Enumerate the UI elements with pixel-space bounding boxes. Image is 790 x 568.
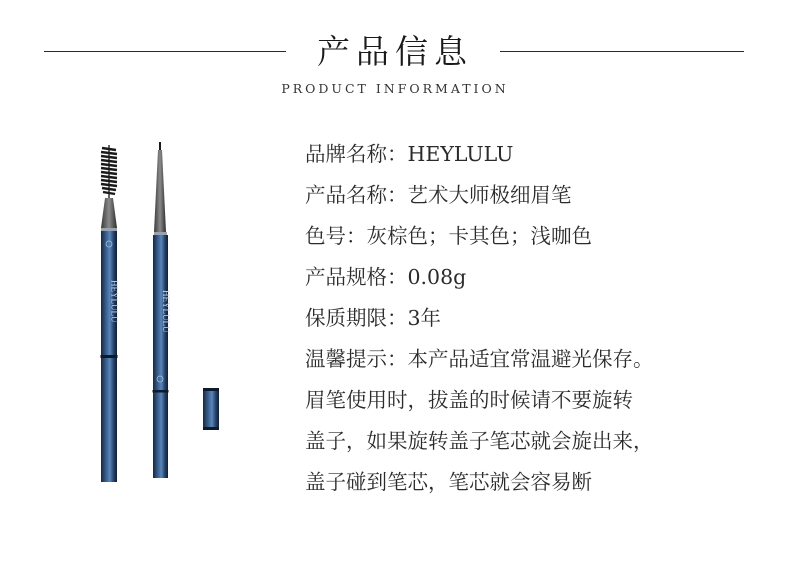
info-value: 3年 — [407, 306, 442, 330]
pencil-brand-text: HEYLULU — [161, 290, 171, 333]
tips-line: 盖子，如果旋转盖子笔芯就会旋出来， — [305, 429, 654, 453]
info-value: 灰棕色；卡其色；浅咖色 — [366, 224, 592, 248]
info-label: 产品名称 — [305, 183, 387, 207]
info-label: 保质期限 — [305, 306, 387, 330]
info-row-shelf-life — [305, 298, 775, 339]
info-label: 产品规格 — [305, 265, 387, 289]
info-row-shade — [305, 216, 775, 257]
info-separator: ： — [387, 347, 408, 371]
pencil-spoolie — [101, 145, 120, 482]
page-title: 产品信息 — [317, 32, 473, 71]
tips-line: 本产品适宜常温避光保存。 — [407, 347, 654, 371]
info-value: 艺术大师极细眉笔 — [407, 183, 572, 207]
pencil-brand-text: HEYLULU — [109, 280, 120, 323]
info-separator: ： — [387, 142, 408, 166]
info-value: HEYLULU — [407, 142, 514, 166]
info-row-tips — [305, 339, 775, 380]
eyebrow-pencil-image — [90, 140, 240, 490]
spoolie-brush-icon — [101, 145, 117, 198]
page-subtitle: PRODUCT INFORMATION — [281, 81, 509, 96]
product-info — [305, 134, 775, 503]
pencil-fine-tip — [153, 142, 172, 478]
pencil-cap — [203, 388, 219, 430]
info-separator: ： — [387, 265, 408, 289]
tips-label: 温馨提示 — [305, 347, 387, 371]
info-value: 0.08g — [407, 265, 467, 289]
info-row-spec — [305, 257, 775, 298]
info-separator: ： — [387, 183, 408, 207]
tips-line: 眉笔使用时，拔盖的时候请不要旋转 — [305, 388, 633, 412]
info-row-product-name — [305, 175, 775, 216]
info-label: 品牌名称 — [305, 142, 387, 166]
info-separator: ： — [346, 224, 367, 248]
header-divider-right — [500, 51, 744, 52]
tips-line: 盖子碰到笔芯，笔芯就会容易断 — [305, 470, 592, 494]
info-separator: ： — [387, 306, 408, 330]
info-row-brand — [305, 134, 775, 175]
info-label: 色号 — [305, 224, 346, 248]
